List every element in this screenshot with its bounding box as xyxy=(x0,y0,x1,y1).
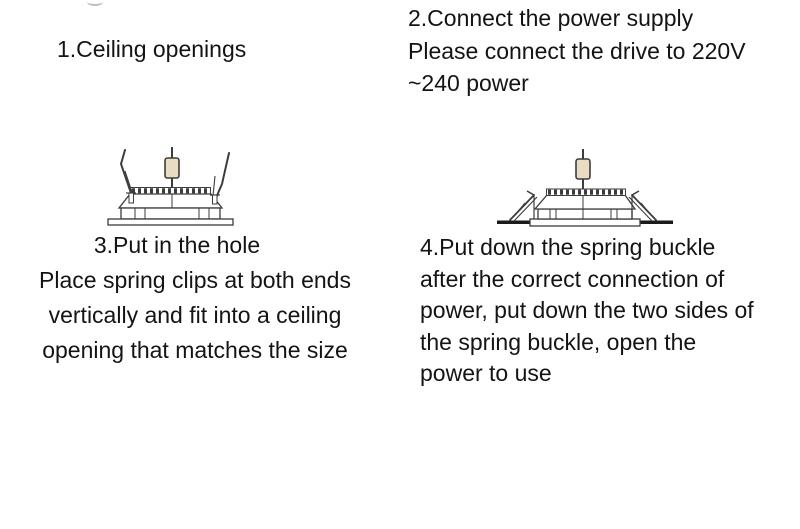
spring-clip-right xyxy=(210,153,229,204)
diagram-downlight-installed xyxy=(494,142,674,230)
step4-line: 4.Put down the spring buckle xyxy=(420,234,716,260)
step4-text xyxy=(420,232,792,390)
step3-text xyxy=(28,228,362,368)
step1-heading xyxy=(57,34,246,64)
clip-spur xyxy=(641,203,650,214)
mounting-base xyxy=(538,209,632,219)
step3-line: 3.Put in the hole xyxy=(93,232,261,258)
step3-line: opening that matches the size xyxy=(42,337,348,363)
step4-line: power, put down the two sides of xyxy=(420,297,754,323)
step3-line: Place spring clips at both ends xyxy=(39,267,351,293)
driver-cylinder xyxy=(165,158,179,178)
lamp-body xyxy=(535,195,635,209)
step2-line: 2.Connect the power supply xyxy=(408,5,694,31)
trim-ring xyxy=(530,219,640,226)
clip-arm xyxy=(121,150,131,193)
cropped-artifact xyxy=(87,0,103,6)
step4-line: power to use xyxy=(420,360,552,386)
step1-line: 1.Ceiling openings xyxy=(57,36,247,62)
clip-spur xyxy=(516,203,525,214)
clip-arm xyxy=(216,153,229,198)
spring-clip-left xyxy=(121,150,136,203)
diagram-downlight-clips-raised xyxy=(100,139,250,234)
driver-cylinder xyxy=(576,159,590,179)
clip-foot xyxy=(213,195,218,204)
clip-hook xyxy=(527,191,534,195)
clip-hook xyxy=(632,191,639,195)
step2-line: Please connect the drive to 220V xyxy=(408,37,746,64)
trim-ring xyxy=(108,219,233,225)
step4-line: the spring buckle, open the xyxy=(420,328,697,355)
step4-line: after the correct connection of xyxy=(420,265,725,292)
step2-line: ~240 power xyxy=(408,70,529,96)
step3-line: vertically and fit into a ceiling xyxy=(48,302,342,328)
step2-text xyxy=(408,2,746,100)
clip-wire xyxy=(213,176,215,196)
mounting-base xyxy=(121,208,220,219)
lamp-body xyxy=(119,194,222,208)
clip-foot xyxy=(129,193,134,203)
spring-clip-left-folded xyxy=(510,191,537,221)
